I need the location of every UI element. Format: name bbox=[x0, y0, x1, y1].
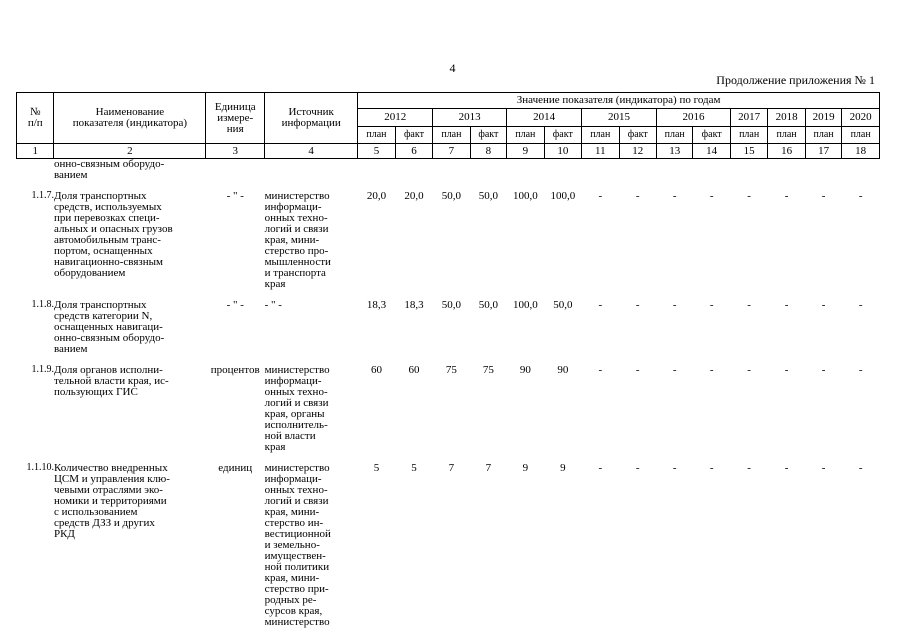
indicator-name: Доля транспортных средств категории N, оснащенных навигаци- онно-связным оборудо- ванием bbox=[53, 299, 165, 355]
indicator-value: - bbox=[747, 190, 751, 202]
plan-header: план bbox=[805, 127, 841, 144]
header-name: Наименование показателя (индикатора) bbox=[54, 93, 206, 144]
indicator-value: - bbox=[858, 190, 863, 202]
plan-header: план bbox=[507, 127, 544, 144]
indicator-value: 75 bbox=[482, 364, 494, 376]
indicator-name: Доля органов исполни- тельной власти края, ис- пользующих ГИС bbox=[53, 364, 169, 398]
column-number: 13 bbox=[656, 144, 692, 159]
header-unit: Единица измере- ния bbox=[206, 93, 265, 144]
indicator-value: - bbox=[672, 190, 677, 202]
column-number: 5 bbox=[358, 144, 395, 159]
indicator-value bbox=[656, 159, 692, 182]
column-number: 6 bbox=[395, 144, 432, 159]
indicator-value: - bbox=[784, 190, 789, 202]
column-number: 10 bbox=[544, 144, 581, 159]
indicator-value: - bbox=[747, 462, 751, 474]
table-row bbox=[17, 191, 880, 290]
plan-header: план bbox=[656, 127, 692, 144]
indicator-value bbox=[507, 159, 544, 182]
indicator-value: - bbox=[784, 462, 789, 474]
year-header: 2015 bbox=[582, 109, 657, 127]
row-index: 1.1.9. bbox=[31, 364, 54, 375]
row-index: 1.1.8. bbox=[31, 299, 54, 310]
column-number: 7 bbox=[433, 144, 470, 159]
indicator-value: - bbox=[672, 462, 677, 474]
fact-header: факт bbox=[544, 127, 581, 144]
indicators-table bbox=[16, 92, 880, 628]
indicator-value: 7 bbox=[448, 462, 455, 474]
indicator-value: - bbox=[709, 462, 714, 474]
information-source: министерство информаци- онных техно- логий и связи края, мини- стерство ин- вестиционной и земельно- имуществен- ной политики края, мини- стерство при- родных ре- сурсов края, министерство bbox=[264, 462, 331, 628]
indicator-value bbox=[842, 159, 880, 182]
indicator-value bbox=[619, 159, 656, 182]
year-header: 2013 bbox=[433, 109, 507, 127]
unit-of-measure: процентов bbox=[210, 364, 260, 376]
indicator-value bbox=[768, 159, 805, 182]
indicator-value: 18,3 bbox=[404, 299, 424, 311]
column-number: 14 bbox=[693, 144, 730, 159]
indicator-name: Доля транспортных средств, используемых при перевозках специ- альных и опасных грузов автомобильным транс- портом, оснащенных навигационно-связным оборудованием bbox=[53, 190, 173, 279]
header-values: Значение показателя (индикатора) по годам bbox=[358, 93, 880, 109]
fact-header: факт bbox=[693, 127, 730, 144]
header-source: Источник информации bbox=[265, 93, 358, 144]
indicator-value: - bbox=[598, 462, 603, 474]
indicator-value bbox=[470, 159, 506, 182]
indicator-value: 90 bbox=[557, 364, 569, 376]
unit-of-measure bbox=[206, 159, 265, 182]
indicator-value: 100,0 bbox=[550, 190, 576, 202]
indicator-value: - bbox=[709, 364, 714, 376]
indicator-value: - bbox=[747, 299, 751, 311]
indicator-value bbox=[433, 159, 470, 182]
indicator-value bbox=[395, 159, 432, 182]
indicator-value: - bbox=[858, 364, 863, 376]
table-row bbox=[17, 463, 880, 628]
indicator-value: 9 bbox=[560, 462, 566, 474]
table-row bbox=[17, 300, 880, 355]
indicator-value: 50,0 bbox=[478, 299, 498, 311]
indicator-value: 50,0 bbox=[478, 190, 498, 202]
indicator-value: 9 bbox=[522, 462, 529, 474]
information-source: министерство информаци- онных техно- логий и связи края, органы исполнитель- ной власти края bbox=[264, 364, 330, 453]
plan-header: план bbox=[582, 127, 619, 144]
indicator-value: 50,0 bbox=[441, 299, 462, 311]
year-header: 2014 bbox=[507, 109, 582, 127]
indicator-value: - bbox=[821, 299, 826, 311]
year-header: 2019 bbox=[805, 109, 841, 127]
indicator-value: 60 bbox=[408, 364, 420, 376]
column-number: 12 bbox=[619, 144, 656, 159]
indicator-value: - bbox=[858, 462, 863, 474]
header-num: № п/п bbox=[17, 93, 54, 144]
indicator-value: 50,0 bbox=[553, 299, 573, 311]
indicator-value: - bbox=[635, 190, 640, 202]
indicator-value: 5 bbox=[411, 462, 417, 474]
unit-of-measure: единиц bbox=[218, 462, 253, 474]
indicator-value: - bbox=[821, 364, 826, 376]
indicator-value bbox=[805, 159, 841, 182]
indicator-value: 100,0 bbox=[512, 299, 538, 311]
indicator-value: 50,0 bbox=[441, 190, 462, 202]
indicator-value: - bbox=[784, 364, 789, 376]
information-source bbox=[265, 159, 358, 182]
column-number: 11 bbox=[582, 144, 619, 159]
table-row bbox=[17, 365, 880, 453]
indicator-value: 60 bbox=[370, 364, 382, 376]
indicator-value: 18,3 bbox=[366, 299, 387, 311]
row-index bbox=[17, 159, 54, 182]
column-number: 9 bbox=[507, 144, 544, 159]
indicator-value: - bbox=[709, 299, 714, 311]
indicator-value bbox=[358, 159, 395, 182]
column-number: 17 bbox=[805, 144, 841, 159]
indicator-name: Количество внедренных ЦСМ и управления клю- чевыми отраслями эко- номики и территориями с использованием средств ДЗЗ и других РКД bbox=[53, 462, 170, 540]
indicator-value: 90 bbox=[519, 364, 531, 376]
indicator-value: 20,0 bbox=[404, 190, 424, 202]
indicator-value bbox=[693, 159, 730, 182]
indicator-value: 7 bbox=[485, 462, 492, 474]
column-number: 15 bbox=[730, 144, 767, 159]
plan-header: план bbox=[842, 127, 880, 144]
page-number: 4 bbox=[449, 61, 456, 75]
plan-header: план bbox=[358, 127, 395, 144]
indicator-value bbox=[582, 159, 619, 182]
column-number: 18 bbox=[842, 144, 880, 159]
indicator-value: - bbox=[672, 299, 677, 311]
indicator-value: - bbox=[709, 190, 714, 202]
unit-of-measure: - " - bbox=[226, 190, 244, 202]
plan-header: план bbox=[768, 127, 805, 144]
indicator-name: онно-связным оборудо- ванием bbox=[53, 158, 165, 181]
information-source: - " - bbox=[264, 299, 282, 311]
fact-header: факт bbox=[470, 127, 506, 144]
indicator-value: - bbox=[672, 364, 677, 376]
plan-header: план bbox=[730, 127, 767, 144]
indicator-value: - bbox=[598, 190, 603, 202]
fact-header: факт bbox=[619, 127, 656, 144]
indicator-value: - bbox=[598, 364, 603, 376]
year-header: 2020 bbox=[842, 109, 880, 127]
column-number: 2 bbox=[54, 144, 206, 159]
indicator-value: - bbox=[635, 462, 640, 474]
year-header: 2016 bbox=[656, 109, 730, 127]
year-header: 2012 bbox=[358, 109, 433, 127]
indicator-value: - bbox=[858, 299, 863, 311]
year-header: 2018 bbox=[768, 109, 805, 127]
appendix-continuation-label: Продолжение приложения № 1 bbox=[716, 73, 875, 87]
row-index: 1.1.7. bbox=[31, 190, 54, 201]
indicator-value: - bbox=[784, 299, 789, 311]
indicator-value: 75 bbox=[445, 364, 457, 376]
indicator-value bbox=[544, 159, 581, 182]
indicator-value: 20,0 bbox=[366, 190, 387, 202]
indicator-value: 100,0 bbox=[512, 190, 538, 202]
indicator-value: - bbox=[598, 299, 603, 311]
indicator-value: - bbox=[821, 190, 826, 202]
indicator-value bbox=[730, 159, 767, 182]
column-number: 4 bbox=[265, 144, 358, 159]
column-number: 16 bbox=[768, 144, 805, 159]
table-row bbox=[17, 159, 880, 182]
indicator-value: - bbox=[635, 299, 640, 311]
row-index: 1.1.10. bbox=[26, 462, 54, 473]
plan-header: план bbox=[433, 127, 470, 144]
indicator-value: 5 bbox=[373, 462, 380, 474]
indicator-value: - bbox=[821, 462, 826, 474]
information-source: министерство информаци- онных техно- логий и связи края, мини- стерство про- мышленности и транспорта края bbox=[264, 190, 331, 290]
unit-of-measure: - " - bbox=[226, 299, 244, 311]
year-header: 2017 bbox=[730, 109, 767, 127]
column-number: 1 bbox=[17, 144, 54, 159]
column-number: 8 bbox=[470, 144, 506, 159]
fact-header: факт bbox=[395, 127, 432, 144]
column-number: 3 bbox=[206, 144, 265, 159]
indicator-value: - bbox=[635, 364, 640, 376]
indicator-value: - bbox=[747, 364, 751, 376]
